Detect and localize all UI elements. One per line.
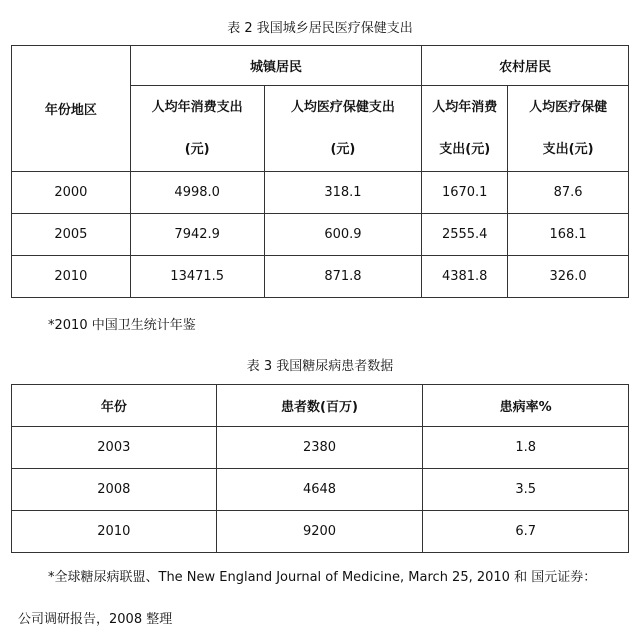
cell-urban-medical: 600.9 xyxy=(264,214,422,256)
cell-year: 2010 xyxy=(12,256,131,298)
header-patients: 患者数(百万) xyxy=(216,385,423,427)
cell-rate: 3.5 xyxy=(423,469,629,511)
cell-year: 2008 xyxy=(12,469,217,511)
cell-rural-medical: 326.0 xyxy=(508,256,629,298)
urban-rural-medical-expenditure-table xyxy=(11,45,629,298)
diabetes-patients-table xyxy=(11,384,629,553)
header-year-region: 年份地区 xyxy=(12,46,131,172)
cell-year: 2003 xyxy=(12,427,217,469)
cell-year: 2000 xyxy=(12,172,131,214)
cell-rate: 1.8 xyxy=(423,427,629,469)
cell-urban-consumption: 4998.0 xyxy=(130,172,264,214)
header-rate: 患病率% xyxy=(423,385,629,427)
table2-caption: 表 2 我国城乡居民医疗保健支出 xyxy=(227,21,413,36)
table3-caption: 表 3 我国糖尿病患者数据 xyxy=(246,359,394,374)
cell-patients: 2380 xyxy=(216,427,423,469)
cell-rural-consumption: 1670.1 xyxy=(422,172,508,214)
header-rural-consumption: 人均年消费 支出(元) xyxy=(422,86,508,172)
header-urban-medical: 人均医疗保健支出 (元) xyxy=(264,86,422,172)
header-year: 年份 xyxy=(12,385,217,427)
cell-patients: 9200 xyxy=(216,511,423,553)
cell-urban-consumption: 7942.9 xyxy=(130,214,264,256)
cell-rural-medical: 168.1 xyxy=(508,214,629,256)
table-row xyxy=(12,172,629,214)
cell-patients: 4648 xyxy=(216,469,423,511)
header-urban-consumption: 人均年消费支出 (元) xyxy=(130,86,264,172)
cell-year: 2005 xyxy=(12,214,131,256)
table2-header-row-1 xyxy=(12,46,629,86)
table3-header-row xyxy=(12,385,629,427)
header-rural-medical: 人均医疗保健 支出(元) xyxy=(508,86,629,172)
table-row xyxy=(12,214,629,256)
header-urban-residents: 城镇居民 xyxy=(130,46,422,86)
table3-source-note-line2: 公司调研报告，2008 整理 xyxy=(18,612,173,627)
header-rural-residents: 农村居民 xyxy=(422,46,629,86)
cell-rural-medical: 87.6 xyxy=(508,172,629,214)
table-row xyxy=(12,427,629,469)
cell-urban-medical: 871.8 xyxy=(264,256,422,298)
cell-rate: 6.7 xyxy=(423,511,629,553)
cell-year: 2010 xyxy=(12,511,217,553)
cell-urban-consumption: 13471.5 xyxy=(130,256,264,298)
table-row xyxy=(12,511,629,553)
table-row xyxy=(12,469,629,511)
table3-source-note-line1: *全球糖尿病联盟、The New England Journal of Medicine, March 25, 2010 和 国元证券： xyxy=(48,570,597,585)
cell-rural-consumption: 4381.8 xyxy=(422,256,508,298)
table2-source-note: *2010 中国卫生统计年鉴 xyxy=(48,318,196,333)
cell-urban-medical: 318.1 xyxy=(264,172,422,214)
table-row xyxy=(12,256,629,298)
cell-rural-consumption: 2555.4 xyxy=(422,214,508,256)
